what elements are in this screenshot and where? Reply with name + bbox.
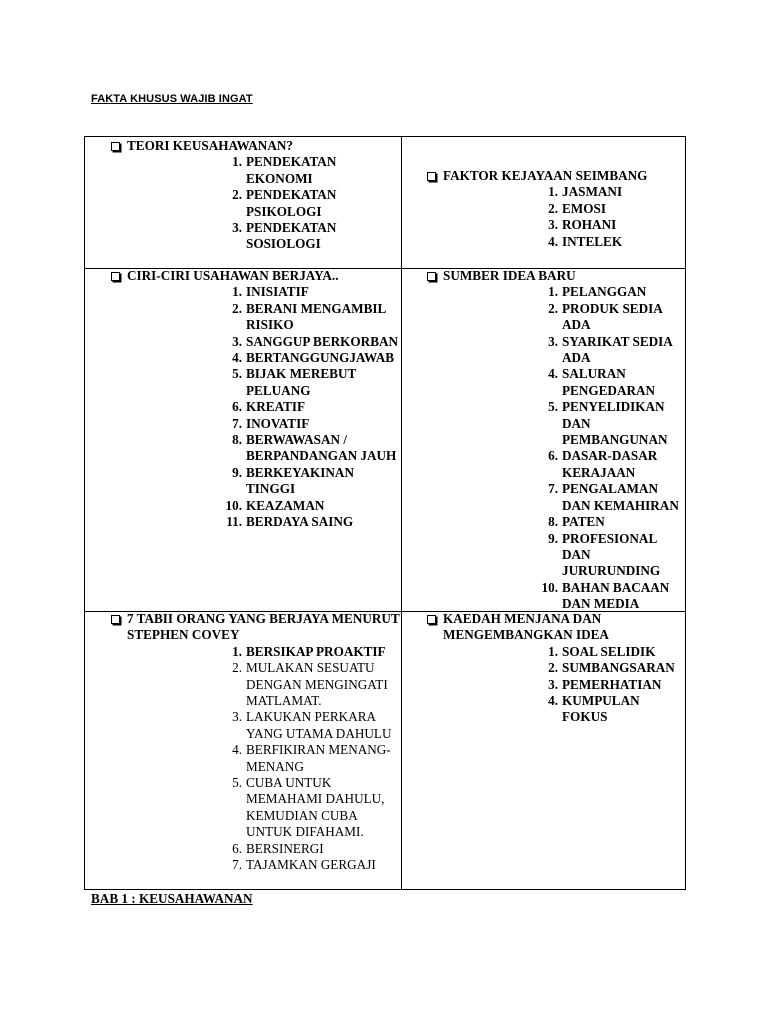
list-item-text: DASAR-DASAR KERAJAAN [562, 448, 658, 480]
list-item [421, 580, 687, 613]
list-item-text: PENDEKATAN PSIKOLOGI [246, 187, 337, 219]
list-item-number: 4. [232, 742, 242, 758]
list-item [421, 660, 687, 676]
list-item-text: LAKUKAN PERKARA YANG UTAMA DAHULU [246, 709, 392, 741]
list-item-text: MULAKAN SESUATU DENGAN MENGINGATI MATLAMAT. [246, 660, 388, 709]
list-item-number: 7. [232, 415, 242, 431]
list-item [105, 841, 401, 857]
list-item-text: PELANGGAN [562, 284, 647, 300]
list-item [421, 399, 687, 448]
list-item-number: 7. [548, 481, 558, 497]
list-item-number: 10. [541, 579, 558, 595]
list-item [421, 366, 687, 399]
cell-heading [105, 611, 401, 644]
list-item-number: 3. [548, 217, 558, 233]
list-item [105, 644, 401, 660]
list-item-text: BERWAWASAN / BERPANDANGAN JAUH [246, 432, 397, 464]
numbered-list [105, 644, 401, 874]
checkbox-bullet-icon [111, 142, 120, 151]
list-item-text: SYARIKAT SEDIA ADA [562, 333, 673, 366]
checkbox-bullet-icon [111, 615, 120, 624]
list-item-number: 6. [232, 840, 242, 856]
list-item-number: 2. [232, 660, 242, 676]
list-item-number: 5. [232, 366, 242, 382]
numbered-list [421, 644, 687, 726]
list-item [105, 660, 401, 709]
list-item-text: SUMBANGSARAN [562, 660, 675, 676]
list-item-number: 1. [548, 643, 558, 659]
heading-text: CIRI-CIRI USAHAWAN BERJAYA.. [127, 268, 339, 283]
list-item-number: 10. [225, 497, 242, 513]
list-item-text: SALURAN PENGEDARAN [562, 366, 656, 398]
list-item-number: 4. [548, 693, 558, 709]
list-item [105, 154, 401, 187]
numbered-list [105, 284, 401, 530]
list-item-text: INISIATIF [246, 284, 309, 300]
list-item-number: 3. [548, 676, 558, 692]
list-item-number: 11. [226, 514, 242, 530]
list-item [421, 448, 687, 481]
list-item-number: 1. [232, 154, 242, 170]
list-item-text: BERANI MENGAMBIL RISIKO [246, 300, 386, 333]
cell-heading [421, 268, 687, 284]
list-item-number: 2. [232, 187, 242, 203]
checkbox-bullet-icon [427, 272, 436, 281]
list-item-number: 5. [232, 775, 242, 791]
list-item [421, 334, 687, 367]
numbered-list [421, 184, 687, 250]
list-item [421, 284, 687, 300]
list-item [105, 416, 401, 432]
list-item [105, 334, 401, 350]
cell-ciri-usahawan [105, 268, 401, 531]
list-item-text: JASMANI [562, 184, 623, 200]
list-item-text: BERSINERGI [246, 840, 324, 856]
list-item-number: 3. [232, 709, 242, 725]
list-item-text: PENDEKATAN SOSIOLOGI [246, 220, 337, 252]
column-divider [401, 137, 402, 889]
facts-table [84, 136, 686, 890]
list-item-number: 7. [232, 857, 242, 873]
checkbox-bullet-icon [427, 172, 436, 181]
list-item-number: 4. [232, 350, 242, 366]
cell-sumber-idea [421, 268, 687, 613]
cell-teori-keusahawanan [105, 138, 401, 253]
list-item-number: 9. [232, 464, 242, 480]
list-item-number: 8. [548, 514, 558, 530]
list-item-number: 6. [548, 448, 558, 464]
list-item [421, 693, 687, 726]
list-item-text: INOVATIF [246, 415, 310, 431]
list-item-text: BIJAK MEREBUT PELUANG [246, 366, 357, 398]
list-item-number: 2. [548, 300, 558, 316]
list-item [105, 742, 401, 775]
chapter-footer: BAB 1 : KEUSAHAWANAN [91, 891, 253, 906]
list-item-number: 4. [548, 366, 558, 382]
numbered-list [105, 154, 401, 252]
list-item-number: 2. [232, 300, 242, 316]
list-item [105, 432, 401, 465]
list-item-number: 1. [548, 284, 558, 300]
list-item [105, 350, 401, 366]
list-item [105, 220, 401, 253]
list-item-number: 6. [232, 399, 242, 415]
cell-heading [105, 138, 401, 154]
list-item-text: PROFESIONAL DAN JURURUNDING [562, 530, 661, 579]
checkbox-bullet-icon [427, 615, 436, 624]
heading-text: SUMBER IDEA BARU [443, 268, 576, 283]
heading-text: 7 TABII ORANG YANG BERJAYA MENURUT STEPHEN COVEY [127, 611, 400, 643]
list-item [421, 217, 687, 233]
heading-text: KAEDAH MENJANA DAN MENGEMBANGKAN IDEA [443, 611, 609, 643]
list-item-text: SOAL SELIDIK [562, 643, 656, 659]
list-item [105, 775, 401, 841]
list-item-text: PRODUK SEDIA ADA [562, 300, 663, 333]
list-item-text: ROHANI [562, 217, 617, 233]
checkbox-bullet-icon [111, 272, 120, 281]
list-item [421, 514, 687, 530]
list-item [105, 399, 401, 415]
list-item-text: BERKEYAKINAN TINGGI [246, 464, 354, 497]
cell-heading [421, 611, 687, 644]
list-item [421, 481, 687, 514]
heading-text: TEORI KEUSAHAWANAN? [127, 138, 293, 153]
list-item [105, 498, 401, 514]
list-item-number: 1. [232, 643, 242, 659]
cell-kaedah-idea [421, 611, 687, 726]
list-item [105, 284, 401, 300]
heading-text: FAKTOR KEJAYAAN SEIMBANG [443, 168, 648, 183]
list-item [421, 234, 687, 250]
list-item-number: 2. [548, 660, 558, 676]
list-item [105, 514, 401, 530]
list-item [421, 201, 687, 217]
list-item-text: KUMPULAN FOKUS [562, 693, 640, 725]
list-item-text: BAHAN BACAAN DAN MEDIA [562, 579, 670, 612]
list-item-number: 3. [232, 220, 242, 236]
list-item [105, 301, 401, 334]
list-item [105, 187, 401, 220]
list-item-text: PENGALAMAN DAN KEMAHIRAN [562, 481, 679, 513]
list-item [421, 677, 687, 693]
list-item-number: 5. [548, 399, 558, 415]
list-item [421, 184, 687, 200]
numbered-list [421, 284, 687, 612]
list-item-text: BERFIKIRAN MENANG-MENANG [246, 742, 391, 774]
list-item [105, 465, 401, 498]
list-item-number: 3. [548, 333, 558, 349]
list-item-number: 1. [548, 184, 558, 200]
list-item [105, 857, 401, 873]
list-item-text: PEMERHATIAN [562, 676, 662, 692]
page-title: FAKTA KHUSUS WAJIB INGAT [91, 93, 253, 105]
cell-faktor-kejayaan [421, 168, 687, 250]
list-item-text: CUBA UNTUK MEMAHAMI DAHULU, KEMUDIAN CUBA UNTUK DIFAHAMI. [246, 775, 385, 840]
list-item-number: 3. [232, 333, 242, 349]
list-item-text: KREATIF [246, 399, 306, 415]
list-item-text: PATEN [562, 514, 605, 530]
list-item [421, 644, 687, 660]
cell-heading [105, 268, 401, 284]
list-item-text: BERSIKAP PROAKTIF [246, 643, 386, 659]
list-item [105, 709, 401, 742]
list-item [421, 301, 687, 334]
list-item-text: BERDAYA SAING [246, 514, 354, 530]
list-item-text: PENYELIDIKAN DAN PEMBANGUNAN [562, 399, 668, 448]
list-item-text: KEAZAMAN [246, 497, 325, 513]
list-item-number: 1. [232, 284, 242, 300]
list-item-number: 9. [548, 530, 558, 546]
list-item-text: INTELEK [562, 233, 623, 249]
cell-heading [421, 168, 687, 184]
list-item [105, 366, 401, 399]
list-item-text: BERTANGGUNGJAWAB [246, 350, 395, 366]
list-item-number: 4. [548, 233, 558, 249]
list-item [421, 531, 687, 580]
list-item-text: EMOSI [562, 200, 606, 216]
list-item-number: 2. [548, 200, 558, 216]
list-item-text: SANGGUP BERKORBAN [246, 333, 399, 349]
list-item-text: TAJAMKAN GERGAJI [246, 857, 376, 873]
list-item-number: 8. [232, 432, 242, 448]
cell-tabii-covey [105, 611, 401, 874]
list-item-text: PENDEKATAN EKONOMI [246, 154, 337, 186]
